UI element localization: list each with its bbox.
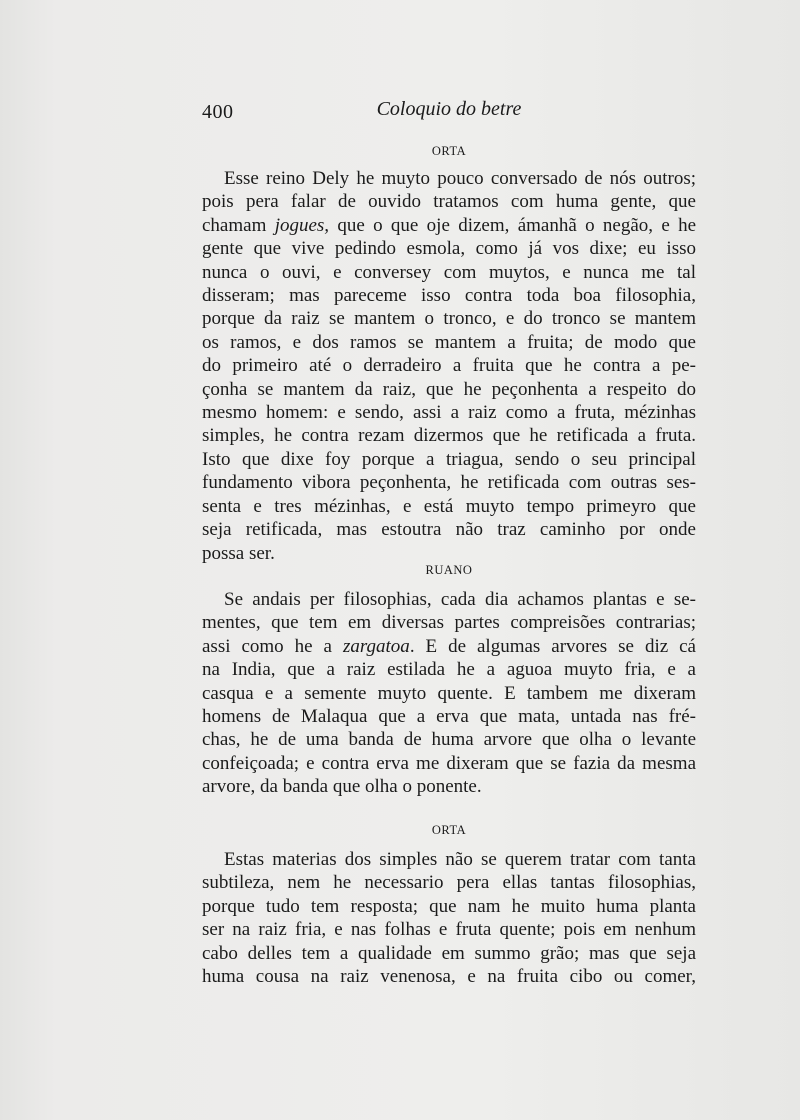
italic-term-jogues: jogues,: [274, 214, 330, 236]
text-line: simples, he contra rezam dizermos que he retificada a fruta.: [202, 425, 696, 447]
page-number: 400: [202, 101, 234, 123]
text-line: huma cousa na raiz venenosa, e na fruita cibo ou comer,: [202, 966, 696, 988]
text-line: assi como he a zargatoa. E de algumas arvores se diz cá: [202, 635, 696, 657]
text-line: chas, he de uma banda de huma arvore que olha o levante: [202, 729, 696, 751]
text-line: pois pera falar de ouvido tratamos com huma gente, que: [202, 191, 696, 213]
text-line: porque tudo tem resposta; que nam he muito huma planta: [202, 895, 696, 917]
text-line: os ramos, e dos ramos se mantem a fruita; de modo que: [202, 331, 696, 353]
text-line: gente que vive pedindo esmola, como já vos dixe; eu isso: [202, 238, 696, 260]
running-head: [202, 96, 696, 126]
paragraph-orta-2: [202, 848, 696, 988]
text-line: Se andais per filosophias, cada dia achamos plantas e se-: [224, 589, 696, 610]
text-line: homens de Malaqua que a erva que mata, untada nas fré-: [202, 706, 696, 728]
paragraph-ruano: [202, 588, 696, 799]
text-line: Isto que dixe foy porque a triagua, sendo o seu principal: [202, 448, 696, 470]
text-line: ser na raiz fria, e nas folhas e fruta quente; pois em nenhum: [202, 919, 696, 941]
text-line: chamam jogues, que o que oje dizem, ámanhã o negão, e he: [202, 214, 697, 236]
text-line: cabo delles tem a qualidade em summo grão; mas que seja: [202, 942, 696, 964]
text-line: fundamento vibora peçonhenta, he retificada com outras ses-: [202, 472, 696, 494]
text-line: casqua e a semente muyto quente. E tambem me dixeram: [202, 682, 696, 704]
text-line: Estas materias dos simples não se querem tratar com tanta: [224, 849, 696, 870]
speaker-heading-orta: ORTA: [431, 144, 467, 158]
text-line: disseram; mas pareceme isso contra toda boa filosophia,: [202, 285, 696, 307]
text-line: nunca o ouvi, e conversey com muytos, e nunca me tal: [202, 261, 696, 283]
text-line: do primeiro até o derradeiro a fruita que he contra a pe-: [202, 355, 696, 377]
running-title: Coloquio do betre: [376, 98, 522, 120]
text-line: mesmo homem: e sendo, assi a raiz como a fruta, mézinhas: [202, 402, 696, 424]
speaker-heading-ruano: RUANO: [425, 563, 473, 577]
text-line: mentes, que tem em diversas partes compreisões contrarias;: [202, 612, 696, 634]
italic-term-zargatoa: zargatoa: [342, 635, 410, 657]
text-line: subtileza, nem he necessario pera ellas tantas filosophias,: [202, 872, 696, 894]
paragraph-orta-1: [202, 167, 696, 565]
text-line: possa ser.: [202, 542, 275, 564]
text-line: na India, que a raiz estilada he a aguoa muyto fria, e a: [202, 659, 696, 681]
text-line: confeiçoada; e contra erva me dixeram que se fazia da mesma: [202, 752, 696, 774]
text-line: senta e tres mézinhas, e está muyto tempo primeyro que: [202, 495, 696, 517]
text-line: seja retificada, mas estoutra não traz caminho por onde: [202, 519, 696, 541]
speaker-heading-orta-2: ORTA: [431, 823, 467, 837]
text-line: porque da raiz se mantem o tronco, e do tronco se mantem: [202, 308, 696, 330]
text-line: çonha se mantem da raiz, que he peçonhenta a respeito do: [202, 378, 696, 400]
text-line: arvore, da banda que olha o ponente.: [202, 776, 482, 798]
text-line: Esse reino Dely he muyto pouco conversado de nós outros;: [224, 168, 696, 189]
